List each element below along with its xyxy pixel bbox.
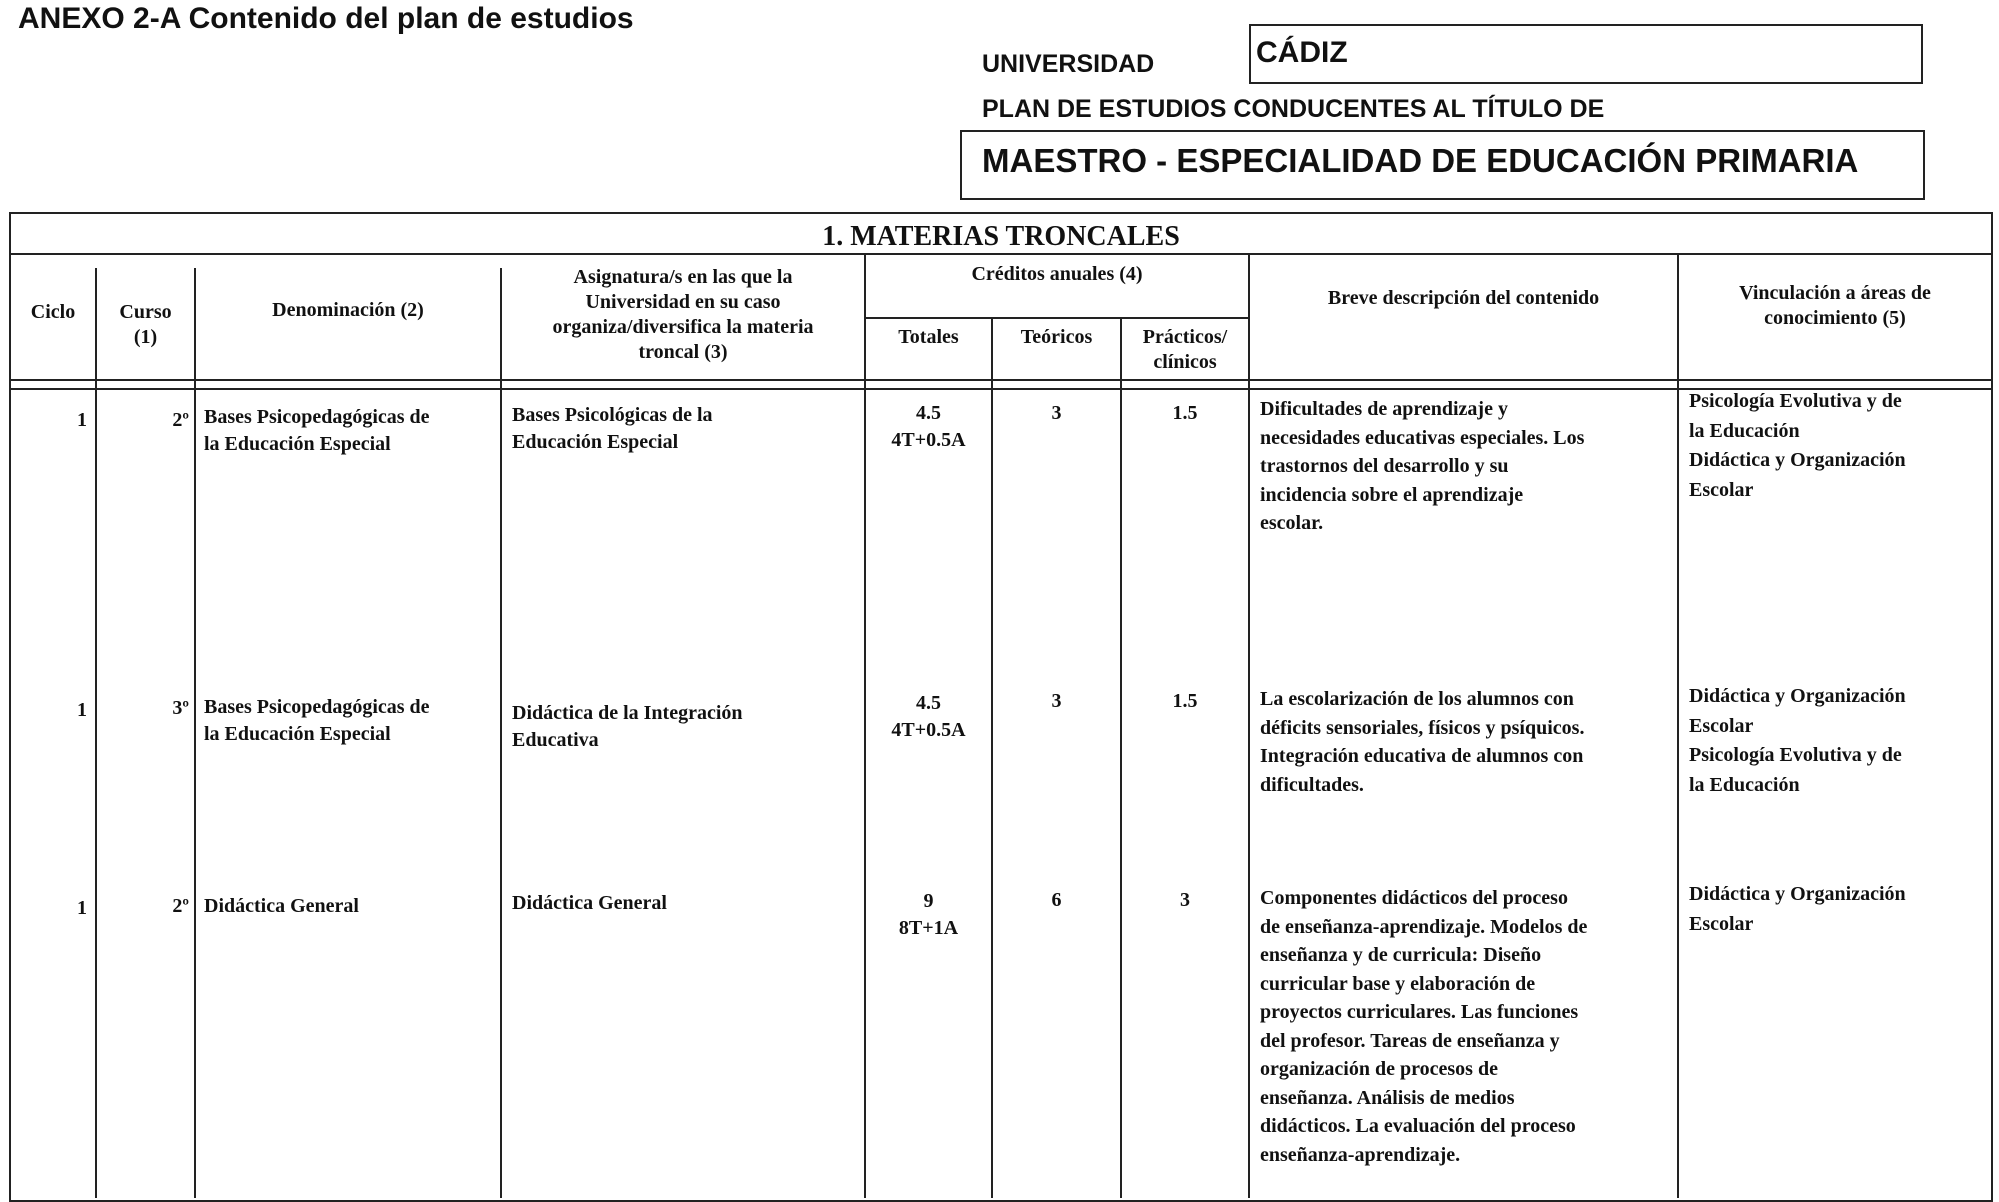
row3-descripcion-line3: enseñanza y de curricula: Diseño xyxy=(1260,944,1542,966)
row2-asignatura-line1: Didáctica de la Integración xyxy=(512,702,743,724)
row1-vinculacion-line4: Escolar xyxy=(1689,478,1754,501)
plan-label: PLAN DE ESTUDIOS CONDUCENTES AL TÍTULO DE xyxy=(982,95,1605,123)
row3-asignatura xyxy=(512,890,862,917)
row2-vinculacion-line2: Escolar xyxy=(1689,714,1754,737)
row3-descripcion-line1: Componentes didácticos del proceso xyxy=(1260,887,1568,909)
row3-denominacion xyxy=(204,893,498,920)
row2-curso: 3º xyxy=(172,697,189,719)
row3-descripcion-line8: enseñanza. Análisis de medios xyxy=(1260,1086,1515,1109)
row3-totales-line2: 8T+1A xyxy=(898,917,959,939)
row1-denominacion-line1: Bases Psicopedagógicas de xyxy=(204,406,430,428)
row3-descripcion-line7: organización de procesos de xyxy=(1260,1058,1498,1080)
col-header-asignatura-line1: Asignatura/s en las que la xyxy=(573,266,793,288)
row1-asignatura xyxy=(512,402,862,456)
row3-vinculacion xyxy=(1689,880,1991,939)
row1-totales-line1: 4.5 xyxy=(916,402,941,424)
row2-vinculacion-line1: Didáctica y Organización xyxy=(1689,685,1906,707)
row1-descripcion-line2: necesidades educativas especiales. Los xyxy=(1260,426,1585,449)
col-header-practicos-line1: Prácticos/ xyxy=(1142,326,1228,348)
row1-vinculacion-line3: Didáctica y Organización xyxy=(1689,449,1906,471)
row2-totales xyxy=(866,690,991,744)
row3-curso: 2º xyxy=(172,895,189,917)
row2-teoricos: 3 xyxy=(1051,690,1062,712)
row1-descripcion-line5: escolar. xyxy=(1260,512,1324,534)
row3-vinculacion-line2: Escolar xyxy=(1689,912,1754,935)
row3-totales-line1: 9 xyxy=(923,890,934,912)
col-header-practicos-line2: clínicos xyxy=(1153,351,1217,373)
row3-descripcion-line9: didácticos. La evaluación del proceso xyxy=(1260,1115,1576,1137)
col-header-curso xyxy=(97,300,194,350)
row1-asignatura-line2: Educación Especial xyxy=(512,431,679,453)
row3-vinculacion-line1: Didáctica y Organización xyxy=(1689,883,1906,905)
row2-practicos: 1.5 xyxy=(1172,690,1198,712)
row2-denominacion xyxy=(204,694,498,748)
row1-practicos: 1.5 xyxy=(1172,402,1198,424)
row1-totales-line2: 4T+0.5A xyxy=(891,429,966,451)
row2-vinculacion xyxy=(1689,682,1991,800)
col-header-totales: Totales xyxy=(898,326,959,348)
row1-denominacion-line2: la Educación Especial xyxy=(204,433,391,455)
row1-descripcion-line1: Dificultades de aprendizaje y xyxy=(1260,398,1508,420)
row2-descripcion-line3: Integración educativa de alumnos con xyxy=(1260,745,1584,767)
col-header-asignatura-line4: troncal (3) xyxy=(638,341,728,363)
rule-credits-split xyxy=(864,317,1248,319)
rule-below-section-title xyxy=(9,253,1993,255)
col-header-ciclo: Ciclo xyxy=(30,301,76,323)
row2-descripcion-line1: La escolarización de los alumnos con xyxy=(1260,688,1574,710)
row2-vinculacion-line3: Psicología Evolutiva y de xyxy=(1689,744,1902,766)
row3-asignatura-line1: Didáctica General xyxy=(512,892,667,914)
col-header-asignatura-line2: Universidad en su caso xyxy=(585,291,781,313)
col-header-vinculacion-line1: Vinculación a áreas de xyxy=(1739,282,1931,304)
university-value: CÁDIZ xyxy=(1256,36,1348,69)
row3-descripcion-line2: de enseñanza-aprendizaje. Modelos de xyxy=(1260,915,1588,938)
row3-descripcion xyxy=(1260,884,1674,1169)
row1-vinculacion xyxy=(1689,387,1991,505)
annex-title: ANEXO 2-A Contenido del plan de estudios xyxy=(18,2,634,35)
row2-ciclo: 1 xyxy=(77,699,87,721)
row2-asignatura-line2: Educativa xyxy=(512,729,599,751)
col-header-teoricos: Teóricos xyxy=(1020,326,1093,348)
col-rule-totales xyxy=(991,317,993,1198)
col-rule-practicos xyxy=(1248,253,1250,1198)
row2-denominacion-line1: Bases Psicopedagógicas de xyxy=(204,696,430,718)
row1-descripcion-line4: incidencia sobre el aprendizaje xyxy=(1260,483,1524,506)
row1-vinculacion-line1: Psicología Evolutiva y de xyxy=(1689,390,1902,412)
row1-descripcion-line3: trastornos del desarrollo y su xyxy=(1260,455,1509,477)
row1-teoricos: 3 xyxy=(1051,402,1062,424)
row2-totales-line2: 4T+0.5A xyxy=(891,719,966,741)
col-header-asignatura-line3: organiza/diversifica la materia xyxy=(552,316,814,338)
row3-descripcion-line10: enseñanza-aprendizaje. xyxy=(1260,1143,1461,1166)
row1-descripcion xyxy=(1260,395,1674,538)
row2-descripcion-line4: dificultades. xyxy=(1260,773,1364,796)
row2-descripcion xyxy=(1260,685,1674,799)
col-header-practicos xyxy=(1122,325,1248,375)
col-header-creditos: Créditos anuales (4) xyxy=(971,263,1143,285)
university-box xyxy=(1249,24,1923,84)
col-header-asignatura xyxy=(502,265,864,365)
col-header-descripcion: Breve descripción del contenido xyxy=(1327,287,1600,309)
row1-curso: 2º xyxy=(172,409,189,431)
row2-vinculacion-line4: la Educación xyxy=(1689,773,1800,796)
row1-denominacion xyxy=(204,404,498,458)
col-header-vinculacion-line2: conocimiento (5) xyxy=(1764,307,1906,329)
row3-practicos: 3 xyxy=(1180,889,1190,911)
col-header-curso-line1: Curso xyxy=(119,301,172,323)
row1-asignatura-line1: Bases Psicológicas de la xyxy=(512,404,713,426)
row3-descripcion-line4: curricular base y elaboración de xyxy=(1260,972,1536,995)
col-header-denominacion: Denominación (2) xyxy=(272,299,424,321)
row3-descripcion-line5: proyectos curriculares. Las funciones xyxy=(1260,1001,1579,1023)
col-header-vinculacion xyxy=(1679,281,1991,331)
row3-teoricos: 6 xyxy=(1051,889,1062,911)
row2-totales-line1: 4.5 xyxy=(916,692,941,714)
col-rule-curso xyxy=(194,268,196,1198)
row3-descripcion-line6: del profesor. Tareas de enseñanza y xyxy=(1260,1029,1560,1052)
row2-descripcion-line2: déficits sensoriales, físicos y psíquicos. xyxy=(1260,716,1585,739)
university-label: UNIVERSIDAD xyxy=(982,50,1155,78)
row2-asignatura xyxy=(512,700,862,754)
degree-title: MAESTRO - ESPECIALIDAD DE EDUCACIÓN PRIMARIA xyxy=(982,142,1859,179)
col-rule-teoricos xyxy=(1120,317,1122,1198)
row3-denominacion-line1: Didáctica General xyxy=(204,895,359,917)
col-header-curso-line2: (1) xyxy=(133,326,158,348)
row1-ciclo: 1 xyxy=(77,409,87,431)
row1-totales xyxy=(866,400,991,454)
section-title: 1. MATERIAS TRONCALES xyxy=(822,221,1180,252)
row1-vinculacion-line2: la Educación xyxy=(1689,419,1800,442)
row3-ciclo: 1 xyxy=(77,897,87,919)
rule-header-bottom-1 xyxy=(9,379,1993,381)
row2-denominacion-line2: la Educación Especial xyxy=(204,723,391,745)
col-rule-descripcion xyxy=(1677,253,1679,1198)
row3-totales xyxy=(866,888,991,942)
col-rule-denominacion xyxy=(500,268,502,1198)
